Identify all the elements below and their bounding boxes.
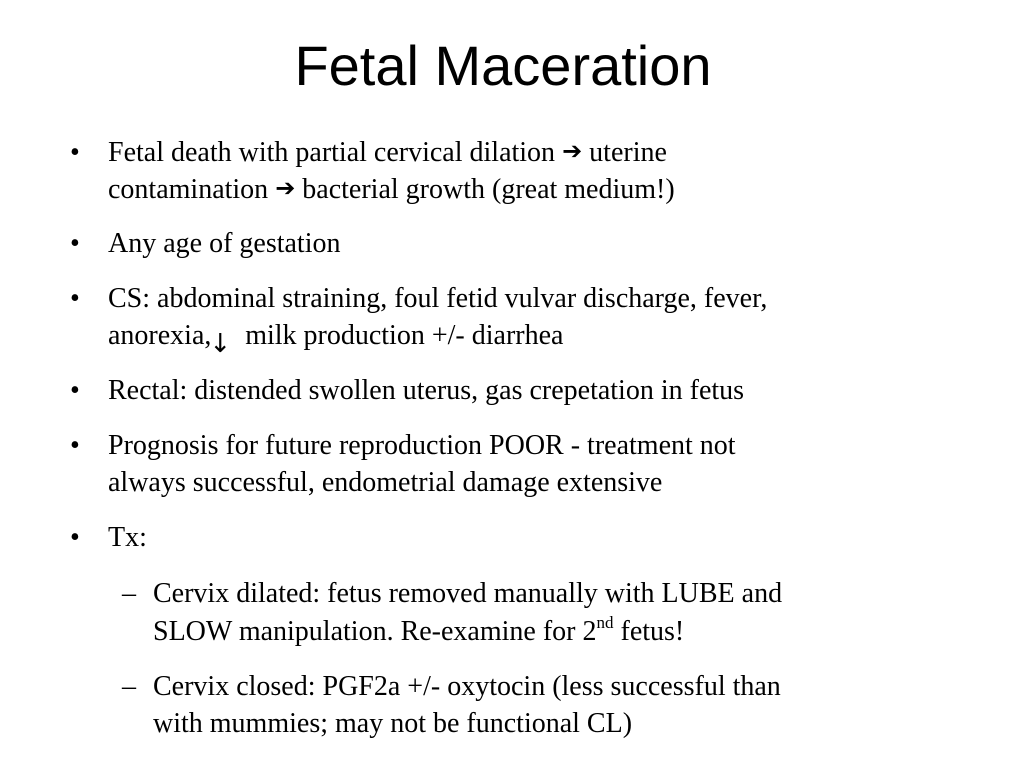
bullet-4-text: Rectal: distended swollen uterus, gas crepetation in fetus [108,375,745,406]
bullet-1-line-2 [108,171,675,209]
bullet-glyph: • [70,522,80,553]
sub-bullet-2-line-1: Cervix closed: PGF2a +/- oxytocin (less successful than [153,671,781,702]
bullet-3-text-a: anorexia, [108,320,212,351]
bullet-3-line-1: CS: abdominal straining, foul fetid vulvar discharge, fever, [108,283,768,314]
bullet-glyph: • [70,283,80,314]
bullet-5-line-2: always successful, endometrial damage extensive [108,467,663,498]
dash-glyph: – [122,578,136,609]
sub-bullet-1-text-b: fetus! [613,616,685,647]
bullet-1-text-c: contamination [108,174,276,205]
right-arrow-icon: ➔ [562,137,583,165]
bullet-1-text-b: uterine [582,137,667,168]
bullet-glyph: • [70,430,80,461]
bullet-glyph: • [70,137,80,168]
sub-bullet-2-line-2: with mummies; may not be functional CL) [153,708,633,739]
dash-glyph: – [122,671,136,702]
sub-bullet-1-line-2 [153,613,684,651]
bullet-glyph: • [70,228,80,259]
bullet-3-line-2 [108,317,564,359]
bullet-1-line-1 [108,134,667,172]
right-arrow-icon: ➔ [275,174,296,202]
bullet-glyph: • [70,375,80,406]
sub-bullet-1-text-a: SLOW manipulation. Re-examine for 2 [153,616,597,647]
sub-bullet-1-line-1: Cervix dilated: fetus removed manually with LUBE and [153,578,783,609]
bullet-1-text-a: Fetal death with partial cervical dilation [108,137,563,168]
bullet-2-text: Any age of gestation [108,228,341,259]
down-arrow-icon: ↓ [209,329,232,359]
slide-title: Fetal Maceration [294,34,712,97]
ordinal-superscript: nd [596,612,614,632]
bullet-5-line-1: Prognosis for future reproduction POOR - treatment not [108,430,736,461]
bullet-1-text-d: bacterial growth (great medium!) [295,174,675,205]
bullet-6-text: Tx: [108,522,147,553]
bullet-3-text-b: milk production +/- diarrhea [245,320,564,351]
